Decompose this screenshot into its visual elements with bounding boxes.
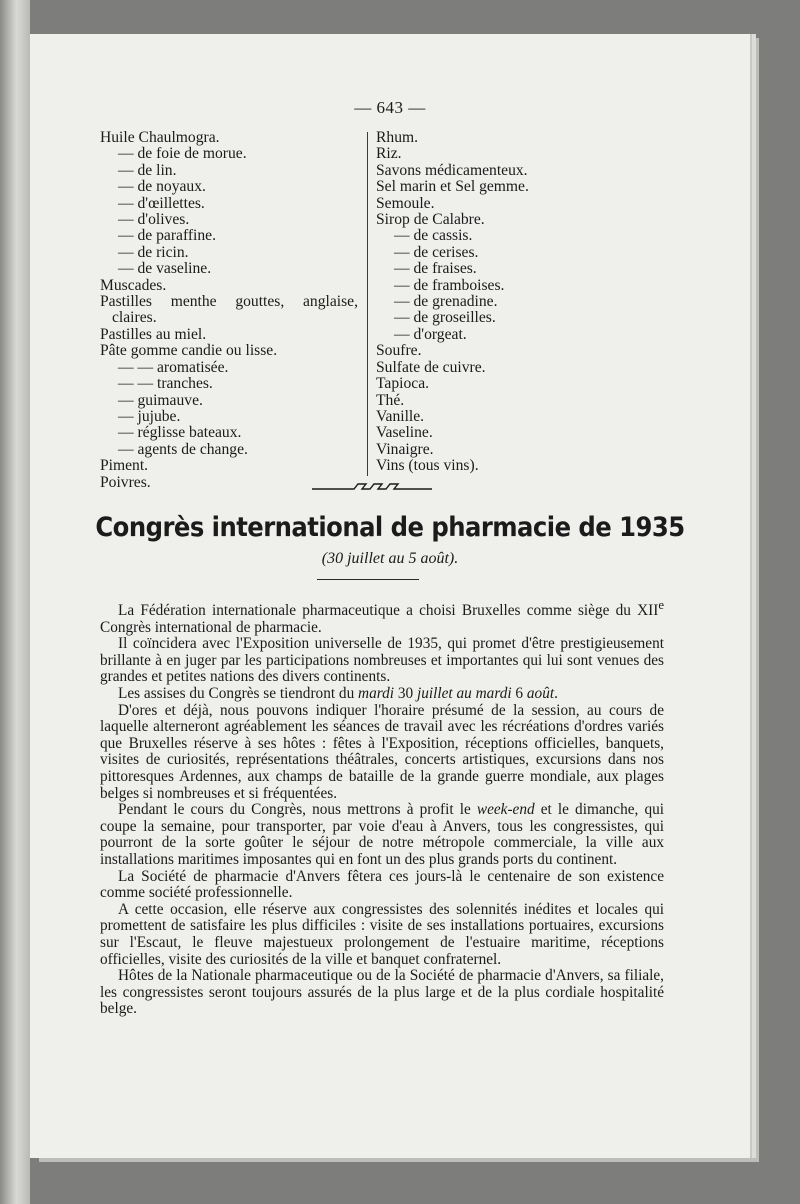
list-item: — guimauve. <box>118 391 203 409</box>
paragraph: D'ores et déjà, nous pouvons indiquer l'horaire présumé de la session, au cours de laquelle alterneront agréablement les séances de travail avec les récréations d'ordres variés que Bruxelles réserve à ses hôtes : fêtes à l'Exposition, réceptions officielles, banquets, visites de curiosités, représentations théâtrales, concerts artistiques, excursions dans nos pittoresques Ardennes, aux champs de bataille de la grande guerre mondiale, aux plages belges si nombreuses et si fréquentées. <box>100 701 664 802</box>
list-item: — de cerises. <box>394 243 479 261</box>
list-item: — de ricin. <box>118 243 189 261</box>
list-item: claires. <box>112 309 157 327</box>
list-item: — de framboises. <box>394 276 505 294</box>
paragraph: A cette occasion, elle réserve aux congressistes des solennités inédites et locales qui promettent de satisfaire les plus difficiles : visite de ses installations portuaires, excursions sur l'Escaut, le fleuve majestueux prolongement de l'estuaire maritime, réceptions officielles, visite des curiosités de la ville et banquet confraternel. <box>100 900 664 968</box>
list-item: — d'orgeat. <box>394 325 467 343</box>
list-item: — d'olives. <box>118 211 190 229</box>
list-item: Vaseline. <box>376 424 433 442</box>
product-list-right <box>376 130 676 475</box>
paragraph: Hôtes de la Nationale pharmaceutique ou de la Société de pharmacie d'Anvers, sa filiale, les congressistes seront toujours assurés de la plus large et de la plus cordiale hospitalité belge. <box>100 967 664 1018</box>
list-item: — de lin. <box>118 161 177 179</box>
paragraph: Pendant le cours du Congrès, nous mettrons à profit le week-end et le dimanche, qui coupe la semaine, pour transporter, par voie d'eau à Anvers, tous les congressistes, qui pourront de la sorte goûter le séjour de notre métropole commerciale, la ville aux installations maritimes imposantes qui en font un des plus grands ports du continent. <box>100 801 664 868</box>
page-number: — 643 — <box>354 98 426 117</box>
list-item: Piment. <box>100 457 149 475</box>
list-item: — de grenadine. <box>394 293 498 311</box>
paragraph: La Société de pharmacie d'Anvers fêtera ces jours-là le centenaire de son existence comme société professionnelle. <box>100 867 664 902</box>
list-item: — de paraffine. <box>118 227 216 245</box>
list-item: Sel marin et Sel gemme. <box>376 178 529 196</box>
list-item: Pastilles au miel. <box>100 325 207 343</box>
list-item: Tapioca. <box>376 375 430 393</box>
list-item: Sulfate de cuivre. <box>376 358 486 376</box>
list-item: — réglisse bateaux. <box>118 424 242 442</box>
column-divider <box>367 132 368 476</box>
ornament-divider <box>312 481 432 493</box>
list-item: Poivres. <box>100 473 151 491</box>
list-item: — d'œillettes. <box>118 194 205 212</box>
list-item: — de cassis. <box>394 227 473 245</box>
list-item: Thé. <box>376 391 405 409</box>
list-item: Soufre. <box>376 342 422 360</box>
list-item: — de noyaux. <box>118 178 206 196</box>
list-item: — de vaseline. <box>118 260 212 278</box>
list-item: Semoule. <box>376 194 435 212</box>
list-item: — agents de change. <box>118 440 248 458</box>
adjacent-page-edge <box>0 0 30 1204</box>
list-item: — — tranches. <box>118 375 213 393</box>
article-dates: (30 juillet au 5 août). <box>321 550 459 567</box>
paragraph: Il coïncidera avec l'Exposition universelle de 1935, qui promet d'être prestigieusement brillante à en juger par les participations nombreuses et importantes qui lui sont venues des grandes et petites nations des divers continents. <box>100 635 664 686</box>
list-item: Sirop de Calabre. <box>376 211 485 229</box>
article-title: Congrès international de pharmacie de 1935 <box>95 512 685 543</box>
list-item: Huile Chaulmogra. <box>100 129 220 146</box>
article-body <box>100 597 664 1018</box>
list-item: — de fraises. <box>394 260 477 278</box>
list-item: — jujube. <box>118 407 181 425</box>
list-item: — de foie de morue. <box>118 145 247 163</box>
list-item: Muscades. <box>100 276 167 294</box>
list-item: Pâte gomme candie ou lisse. <box>100 342 278 360</box>
list-item: Vins (tous vins). <box>376 457 479 475</box>
list-item: Vanille. <box>376 407 425 425</box>
list-item: — — aromatisée. <box>118 358 229 376</box>
paragraph: La Fédération internationale pharmaceutique a choisi Bruxelles comme siège du XIIe Congrès international de pharmacie. <box>100 598 664 636</box>
paragraph: Les assises du Congrès se tiendront du mardi 30 juillet au mardi 6 août. <box>118 685 558 703</box>
title-rule <box>317 579 419 580</box>
list-item: Vinaigre. <box>376 440 434 458</box>
list-item: Riz. <box>376 145 402 163</box>
list-item: Pastilles menthe gouttes, anglaise, <box>100 293 358 311</box>
document-page <box>30 34 750 1158</box>
list-item: — de groseilles. <box>394 309 496 327</box>
list-item: Savons médicamenteux. <box>376 161 528 179</box>
product-list-left <box>100 130 358 491</box>
list-item: Rhum. <box>376 129 419 146</box>
